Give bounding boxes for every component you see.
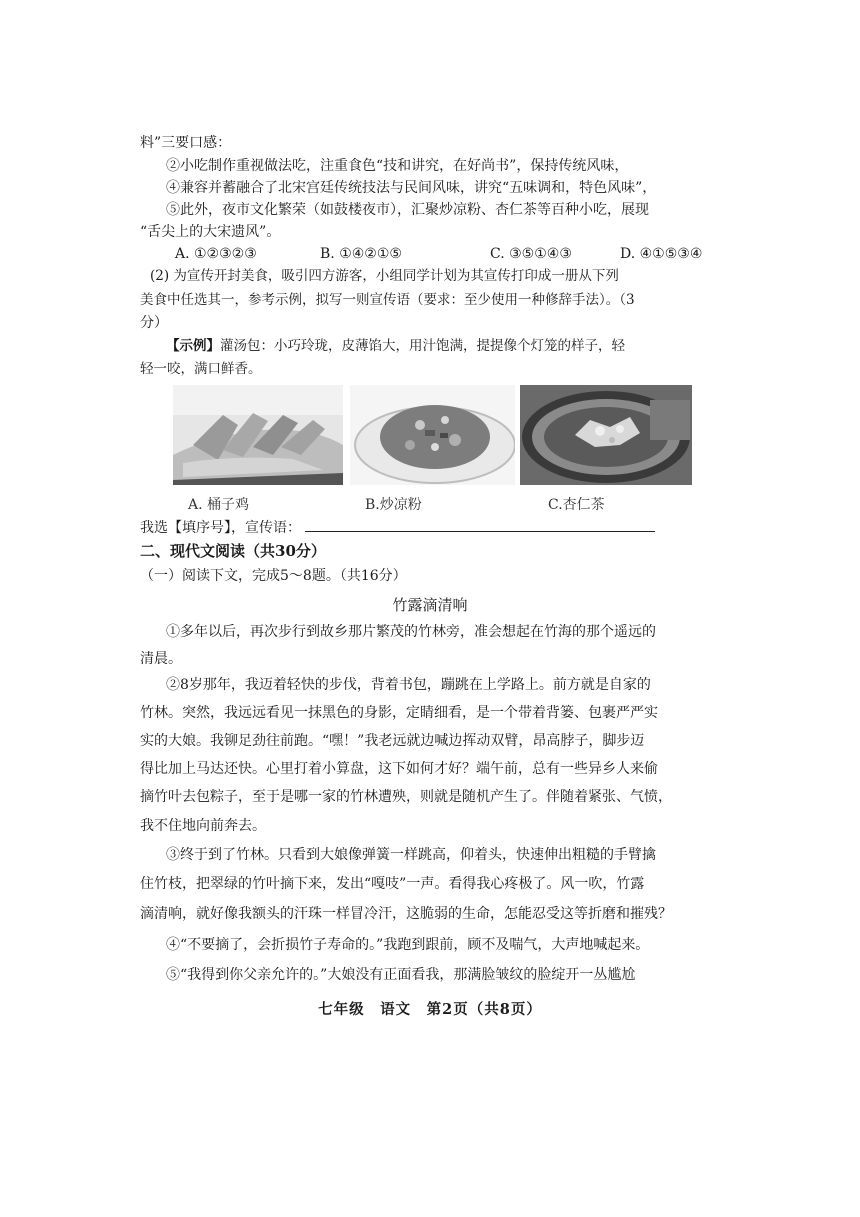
para-1-line-1: ①多年以后，再次步行到故乡那片繁茂的竹林旁，准会想起在竹海的那个遥远的 [166,624,656,640]
example-text: 灌汤包：小巧玲珑，皮薄馅大，用汁饱满，提提像个灯笼的样子，轻 [220,338,625,354]
para-2-line-2: 竹林。突然，我远远看见一抹黑色的身影，定睛细看，是一个带着背篓、包裹严严实 [140,705,658,721]
article-title: 竹露滴清响 [392,596,468,614]
q-intro-line: 料”三要口感： [140,135,232,151]
option-d: D. ④①⑤③④ [620,246,703,262]
photo-fried-jelly [350,385,515,485]
para-2-line-3: 实的大娘。我铆足劲往前跑。“嘿！”我老远就边喊边挥动双臂，昂高脖子，脚步迈 [140,733,645,749]
q-intro-item-4: ④兼容并蓄融合了北宋宫廷传统技法与民间风味，讲究“五味调和，特色风味”， [166,180,657,196]
q2-line-1: (2) 为宣传开封美食，吸引四方游客，小组同学计划为其宣传打印成一册从下列 [150,268,619,284]
q-intro-item-2: ②小吃制作重视做法吃，注重食色“技和讲究，在好尚书”，保持传统风味， [166,158,629,174]
para-2-line-4: 得比加上马达还快。心里打着小算盘，这下如何才好？端午前，总有一些异乡人来偷 [140,761,658,777]
example-line-2: 轻一咬，满口鲜香。 [140,361,262,377]
caption-c: C.杏仁茶 [548,497,605,513]
q2-line-2: 美食中任选其一，参考示例，拟写一则宣传语（要求：至少使用一种修辞手法）。（3 [140,292,635,308]
option-c: C. ③⑤①④③ [490,246,572,262]
tea-image [520,385,692,485]
section-heading: 二、现代文阅读（共30分） [140,542,326,560]
caption-a: A. 桶子鸡 [188,497,250,513]
caption-b: B.炒凉粉 [365,497,422,513]
answer-prompt: 我选【填序号】，宣传语： [140,520,301,536]
jelly-image [350,385,515,485]
para-5: ⑤“我得到你父亲允许的。”大娘没有正面看我，那满脸皱纹的脸绽开一丛尴尬 [166,967,636,983]
para-2-line-5: 摘竹叶去包粽子，至于是哪一家的竹林遭殃，则就是随机产生了。伴随着紧张、气愤， [140,789,672,805]
q-intro-item-5: ⑤此外，夜市文化繁荣（如鼓楼夜市），汇聚炒凉粉、杏仁茶等百种小吃，展现 [166,202,649,218]
para-2-line-1: ②8岁那年，我迈着轻快的步伐，背着书包，蹦跳在上学路上。前方就是自家的 [166,677,651,693]
option-a: A. ①②③②③ [175,246,257,262]
example-label: 【示例】 [166,338,220,354]
para-4: ④“不要摘了，会折损竹子寿命的。”我跑到跟前，顾不及喘气，大声地喊起来。 [166,937,650,953]
para-2-line-6: 我不住地向前奔去。 [140,818,266,834]
para-1-line-2: 清晨。 [140,651,182,667]
chicken-image [173,385,343,485]
q-intro-item-5-cont: “舌尖上的大宋遗风”。 [140,224,281,240]
answer-line [140,517,655,538]
para-3-line-2: 住竹枝，把翠绿的竹叶摘下来，发出“嘎吱”一声。看得我心疼极了。风一吹，竹露 [140,876,645,892]
para-3-line-3: 滴清响，就好像我额头的汗珠一样冒冷汗，这脆弱的生命，怎能忍受这等折磨和摧残？ [140,906,672,922]
photo-almond-tea [520,385,692,485]
q2-line-3: 分） [140,315,168,331]
photo-tongzi-chicken [173,385,343,485]
para-3-line-1: ③终于到了竹林。只看到大娘像弹簧一样跳高，仰着头，快速伸出粗糙的手臂擒 [166,847,656,863]
example-line-1 [166,336,625,356]
section-subheading: （一）阅读下文，完成5～8题。（共16分） [140,568,407,584]
page-footer: 七年级 语文 第2页（共8页） [318,1001,542,1018]
option-b: B. ①④②①⑤ [320,246,402,262]
answer-blank[interactable] [305,517,655,532]
